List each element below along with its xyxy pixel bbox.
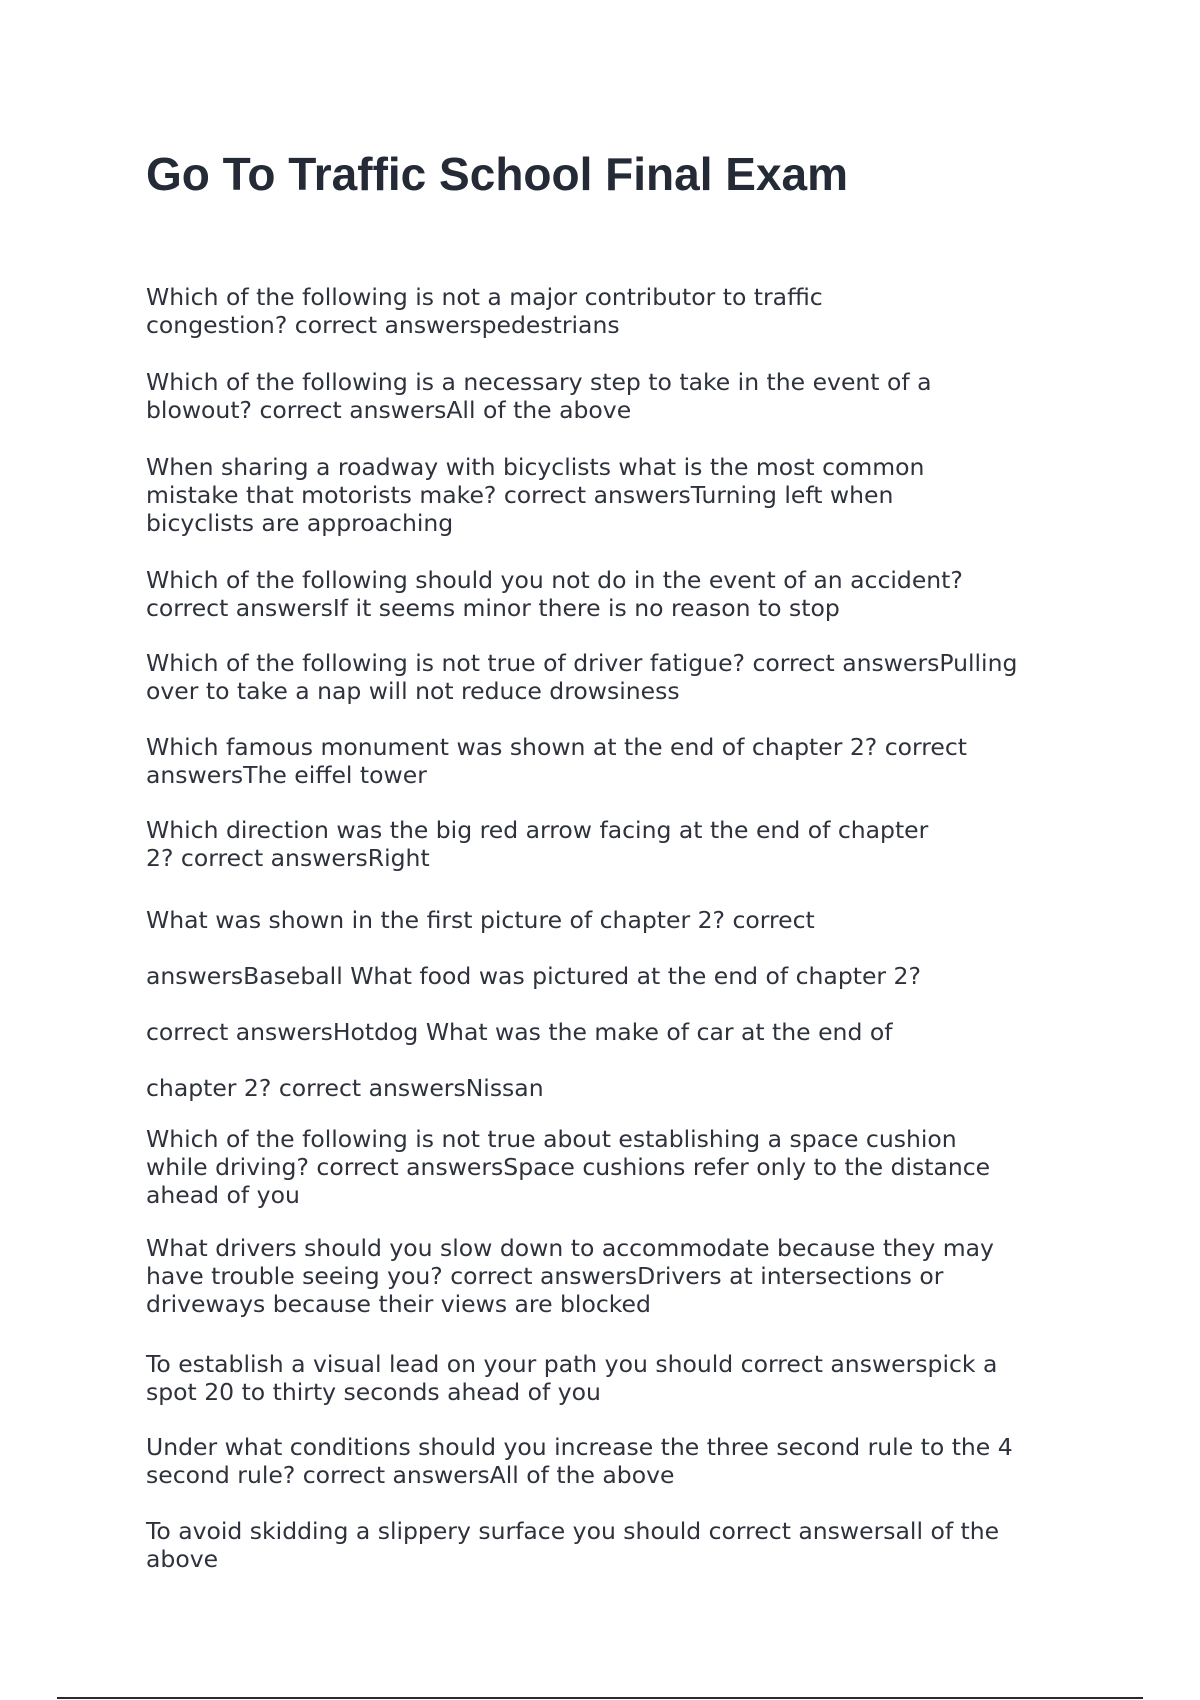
qa-line: ahead of you (146, 1181, 300, 1209)
qa-line: mistake that motorists make? correct answersTurning left when (146, 481, 894, 509)
qa-line: driveways because their views are blocked (146, 1290, 651, 1318)
qa-line: To avoid skidding a slippery surface you should correct answersall of the (146, 1517, 1000, 1545)
page-title: Go To Traffic School Final Exam (146, 148, 849, 200)
qa-line: What drivers should you slow down to accommodate because they may (146, 1234, 994, 1262)
qa-line: Which of the following should you not do in the event of an accident? (146, 566, 963, 594)
qa-entry (146, 816, 928, 872)
qa-line: answersBaseball What food was pictured at the end of chapter 2? (146, 962, 921, 990)
qa-line: Which of the following is not true of driver fatigue? correct answersPulling (146, 649, 1018, 677)
qa-line: What was shown in the first picture of chapter 2? correct (146, 906, 815, 934)
qa-entry (146, 283, 823, 339)
qa-entry (146, 1018, 892, 1046)
qa-line: have trouble seeing you? correct answersDrivers at intersections or (146, 1262, 944, 1290)
qa-line: Which direction was the big red arrow facing at the end of chapter (146, 816, 929, 844)
qa-line: correct answersIf it seems minor there is no reason to stop (146, 594, 840, 622)
qa-line: 2? correct answersRight (146, 844, 430, 872)
qa-line: Under what conditions should you increase the three second rule to the 4 (146, 1433, 1013, 1461)
qa-line: second rule? correct answersAll of the above (146, 1461, 675, 1489)
qa-line: When sharing a roadway with bicyclists what is the most common (146, 453, 925, 481)
qa-line: chapter 2? correct answersNissan (146, 1074, 544, 1102)
qa-line: over to take a nap will not reduce drowsiness (146, 677, 680, 705)
qa-entry (146, 733, 967, 789)
qa-line: above (146, 1545, 219, 1573)
qa-entry (146, 962, 921, 990)
qa-entry (146, 1350, 997, 1406)
qa-entry (146, 1517, 999, 1573)
qa-entry (146, 1125, 990, 1209)
qa-line: Which famous monument was shown at the end of chapter 2? correct (146, 733, 968, 761)
qa-line: congestion? correct answerspedestrians (146, 311, 620, 339)
qa-entry (146, 649, 1017, 705)
qa-line: To establish a visual lead on your path you should correct answerspick a (146, 1350, 998, 1378)
qa-entry (146, 453, 924, 537)
qa-entry (146, 1234, 994, 1318)
qa-line: answersThe eiffel tower (146, 761, 427, 789)
qa-entry (146, 1074, 544, 1102)
qa-line: Which of the following is not true about establishing a space cushion (146, 1125, 957, 1153)
qa-entry (146, 566, 963, 622)
qa-line: bicyclists are approaching (146, 509, 454, 537)
qa-entry (146, 906, 815, 934)
qa-line: Which of the following is not a major contributor to traffic (146, 283, 823, 311)
qa-line: while driving? correct answersSpace cushions refer only to the distance (146, 1153, 991, 1181)
qa-entry (146, 1433, 1013, 1489)
qa-line: spot 20 to thirty seconds ahead of you (146, 1378, 601, 1406)
qa-line: blowout? correct answersAll of the above (146, 396, 632, 424)
footer-divider (57, 1697, 1143, 1699)
qa-entry (146, 368, 932, 424)
qa-line: correct answersHotdog What was the make of car at the end of (146, 1018, 893, 1046)
qa-line: Which of the following is a necessary step to take in the event of a (146, 368, 932, 396)
